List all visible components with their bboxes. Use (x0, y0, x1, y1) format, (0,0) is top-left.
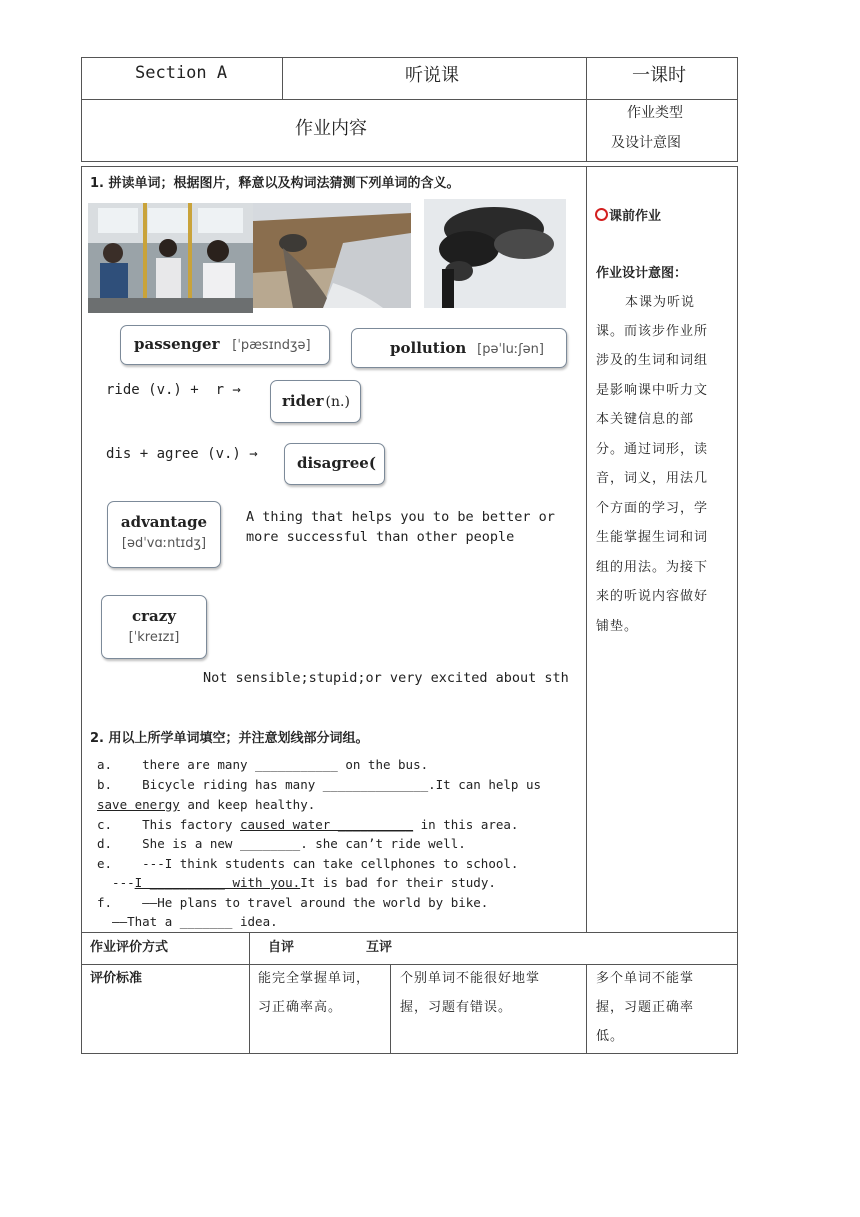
crazy-definition: Not sensible;stupid;or very excited about sth (203, 670, 569, 686)
level2-line1: 个别单词不能很好地掌 (400, 971, 541, 986)
exercise-f-line2: ——That a _______ idea. (97, 914, 278, 929)
passenger-word: passenger (134, 335, 220, 353)
type-title-1: 作业类型 (627, 105, 683, 121)
main-divider (586, 166, 587, 933)
design-line-8: 个方面的学习，学 (596, 501, 709, 516)
peer-eval-label: 互评 (366, 940, 393, 955)
passenger-word-box (120, 325, 330, 365)
advantage-word-box (107, 501, 221, 568)
task1-title: 1. 拼读单词；根据图片，释意以及构词法猜测下列单词的含义。 (90, 176, 460, 191)
criteria-label: 评价标准 (90, 971, 143, 986)
exercise-c: c. This factory caused water __________ in this area. (97, 817, 519, 832)
pollution-word: pollution (390, 339, 467, 357)
design-line-3: 涉及的生词和词组 (596, 353, 709, 368)
crazy-ipa: [ˈkreɪzɪ] (128, 630, 180, 645)
circle-icon (595, 208, 608, 221)
ride-formula: ride (v.) + r → (106, 382, 241, 398)
design-line-4: 是影响课中听力文 (596, 383, 709, 398)
type-title-2: 及设计意图 (611, 135, 681, 151)
save-energy-phrase: save energy (97, 797, 180, 812)
caused-water-phrase: caused water __________ (240, 817, 414, 832)
agree-with-phrase: I __________ with you. (134, 875, 301, 890)
advantage-definition-1: A thing that helps you to be better or (246, 509, 555, 525)
design-line-2: 课。而该步作业所 (596, 324, 709, 339)
factory-smoke-photo (424, 199, 566, 308)
criteria-divider-1 (390, 964, 391, 1054)
evaluation-method-label: 作业评价方式 (90, 940, 169, 955)
period-label: 一课时 (632, 65, 686, 86)
level2-line2: 握，习题有错误。 (400, 1000, 513, 1015)
rider-word: rider (282, 392, 324, 410)
exercise-d: d. She is a new ________. she can’t ride well. (97, 836, 466, 851)
design-intent-title: 作业设计意图： (596, 266, 688, 281)
design-line-9: 生能掌握生词和词 (596, 530, 709, 545)
advantage-word: advantage (120, 513, 208, 531)
level3-line3: 低。 (596, 1029, 625, 1044)
exercise-e-line1: e. ---I think students can take cellphones to school. (97, 856, 519, 871)
level3-line2: 握，习题正确率 (596, 1000, 695, 1015)
pollution-ipa: [pəˈluːʃən] (477, 342, 544, 357)
level1-line1: 能完全掌握单词， (258, 971, 371, 986)
header-divider-2 (586, 57, 587, 100)
design-line-12: 铺垫。 (596, 619, 639, 634)
exercise-a: a. there are many ___________ on the bus. (97, 757, 429, 772)
pollution-pipe-photo (253, 203, 411, 308)
advantage-definition-2: more successful than other people (246, 529, 515, 545)
disagree-word-box (284, 443, 385, 485)
design-line-7: 音，词义，用法几 (596, 471, 709, 486)
content-header-divider (586, 99, 587, 162)
design-line-1: 本课为听说 (625, 295, 696, 310)
self-eval-label: 自评 (268, 940, 295, 955)
design-line-11: 来的听说内容做好 (596, 589, 709, 604)
passenger-ipa: [ˈpæsɪndʒə] (232, 338, 311, 353)
content-title: 作业内容 (295, 118, 367, 139)
exercise-f-line1: f. ——He plans to travel around the world by bike. (97, 895, 489, 910)
header-divider-1 (282, 57, 283, 100)
rider-pos: (n.) (325, 394, 350, 410)
evaluation-method-row (81, 932, 738, 965)
advantage-ipa: [ədˈvɑːntɪdʒ] (121, 536, 207, 551)
lesson-type-label: 听说课 (405, 65, 459, 86)
design-line-10: 组的用法。为接下 (596, 560, 709, 575)
dis-formula: dis + agree (v.) → (106, 446, 258, 462)
disagree-word: disagree( (297, 454, 376, 472)
homework-type: 课前作业 (609, 209, 662, 224)
bus-passengers-photo (88, 203, 253, 313)
rider-word-box (270, 380, 361, 423)
task2-title: 2. 用以上所学单词填空；并注意划线部分词组。 (90, 731, 369, 746)
design-line-5: 本关键信息的部 (596, 412, 695, 427)
level1-line2: 习正确率高。 (258, 1000, 343, 1015)
section-label: Section A (135, 63, 228, 83)
crazy-word-box (101, 595, 207, 659)
design-line-6: 分。通过词形，读 (596, 442, 709, 457)
exercise-b-line2: save energy and keep healthy. (97, 797, 316, 812)
pollution-word-box (351, 328, 567, 368)
exercise-e-line2: ---I __________ with you.It is bad for their study. (97, 875, 496, 890)
level3-line1: 多个单词不能掌 (596, 971, 695, 986)
criteria-divider-2 (586, 964, 587, 1054)
crazy-word: crazy (132, 607, 176, 625)
exercise-b-line1: b. Bicycle riding has many ______________.It can help us (97, 777, 542, 792)
